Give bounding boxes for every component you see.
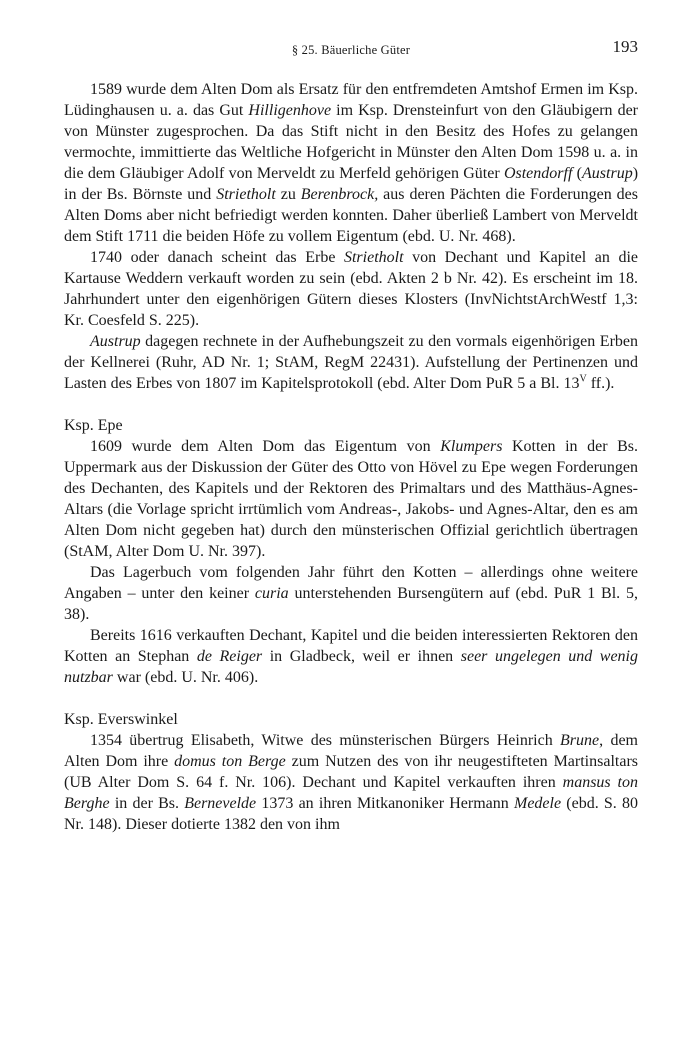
italic-text: mansus ton Berghe — [64, 774, 639, 812]
italic-text: Bernevelde — [184, 795, 257, 812]
text-run: , dem Alten Dom ihre — [64, 732, 638, 770]
text-run: 1354 übertrug Elisabeth, Witwe des münsterischen Bürgers Heinrich — [90, 732, 561, 749]
text-run: unterstehenden Bursengütern auf (ebd. PuR 1 Bl. 5, 38). — [64, 585, 638, 623]
italic-text: Austrup — [90, 333, 141, 350]
page-number: 193 — [612, 37, 638, 56]
text-run: Bereits 1616 verkauften Dechant, Kapitel und die beiden interessierten Rektoren den Kotten an Stephan — [64, 627, 638, 665]
text-run: (ebd. S. 80 Nr. 148). Dieser dotierte 1382 den von ihm — [64, 795, 638, 833]
paragraph — [64, 436, 638, 562]
text-run: 1373 an ihren Mitkanoniker Hermann — [256, 795, 514, 812]
italic-text: domus ton Berge — [174, 753, 286, 770]
italic-text: Strietholt — [216, 186, 276, 203]
text-run: 1740 oder danach scheint das Erbe — [90, 249, 344, 266]
text-run: dagegen rechnete in der Aufhebungszeit zu den vormals eigenhörigen Erben der Kellnerei (Ruhr, AD Nr. 1; StAM, RegM 22431). Aufstellung der Pertinenzen und Lasten des Erbes von 1807 im Kapitelsprotokoll (ebd. Alter Dom PuR 5 a Bl. 13 — [64, 333, 638, 392]
italic-text: Austrup — [582, 165, 633, 182]
text-run: ( — [572, 165, 583, 182]
section-heading: Ksp. Epe — [64, 417, 123, 434]
text-run: in Gladbeck, weil er ihnen — [262, 648, 461, 665]
superscript-text: V — [579, 373, 587, 385]
text-run: in der Bs. — [109, 795, 185, 812]
text-run: im Ksp. Drensteinfurt von den Gläubigern der von Münster zugesprochen. Da das Stift nicht in den Besitz des Hofes zu gelangen vermochte, immittierte das Weltliche Hofgericht in Münster den Alten Dom 1598 u. a. in die dem Gläubiger Adolf von Merveldt zu Merfeld gehörigen Güter — [64, 102, 639, 182]
section-heading: Ksp. Everswinkel — [64, 711, 178, 728]
paragraph — [64, 79, 638, 247]
page-header — [64, 36, 638, 58]
italic-text: curia — [254, 585, 289, 602]
paragraph — [64, 730, 638, 835]
text-run: Das Lagerbuch vom folgenden Jahr führt den Kotten – allerdings ohne weitere Angaben – unter den keiner — [64, 564, 638, 602]
italic-text: Medele — [513, 795, 562, 812]
text-run: ) in der Bs. Börnste und — [64, 165, 639, 203]
text-run: Kotten in der Bs. Uppermark aus der Diskussion der Güter des Otto von Hövel zu Epe wegen Forderungen des Dechanten, des Kapitels und der Rektoren des Primaltars und des Matthäus-Agnes-Altars (die Vorlage spricht irrtümlich vom Andreas-, Jakobs- und Agnes-Altar, den es am Alten Dom nicht gegeben hat) durch den münsterischen Offizial gerichtlich übertragen (StAM, Alter Dom U. Nr. 397). — [64, 438, 638, 560]
italic-text: Berenbrock, — [300, 186, 379, 203]
running-title: § 25. Bäuerliche Güter — [291, 43, 411, 57]
italic-text: Hilligenhove — [248, 102, 332, 119]
paragraph — [64, 247, 638, 331]
italic-text: Ostendorff — [503, 165, 573, 182]
paragraph — [64, 562, 638, 625]
text-run: von Dechant und Kapitel an die Kartause Weddern verkauft worden zu sein (ebd. Akten 2 b Nr. 42). Es erscheint im 18. Jahrhundert unter den eigenhörigen Gütern dieses Klosters (InvNichtstArchWestf 1,3: Kr. Coesfeld S. 225). — [64, 249, 638, 329]
text-run: ff.). — [586, 375, 615, 392]
text-run: 1609 wurde dem Alten Dom das Eigentum von — [90, 438, 441, 455]
body-text — [64, 79, 638, 835]
page — [64, 36, 638, 835]
paragraph — [64, 331, 638, 394]
italic-text: Klumpers — [440, 438, 503, 455]
text-run: 1589 wurde dem Alten Dom als Ersatz für den entfremdeten Amtshof Ermen im Ksp. Lüdinghausen u. a. das Gut — [64, 81, 638, 119]
italic-text: Strietholt — [343, 249, 404, 266]
italic-text: de Reiger — [196, 648, 263, 665]
text-run: zu — [275, 186, 301, 203]
italic-text: seer ungelegen und wenig nutzbar — [64, 648, 639, 686]
paragraph — [64, 625, 638, 688]
text-run: war (ebd. U. Nr. 406). — [112, 669, 259, 686]
italic-text: Brune — [560, 732, 600, 749]
text-run: aus deren Pächten die Forderungen des Alten Doms aber nicht befriedigt werden konnten. Daher überließ Lambert von Merveldt dem Stift 1711 die beiden Höfe zu vollem Eigentum (ebd. U. Nr. 468). — [64, 186, 638, 245]
text-run: zum Nutzen des von ihr neugestifteten Martinsaltars (UB Alter Dom S. 64 f. Nr. 106). Dechant und Kapitel verkauften ihren — [64, 753, 639, 791]
